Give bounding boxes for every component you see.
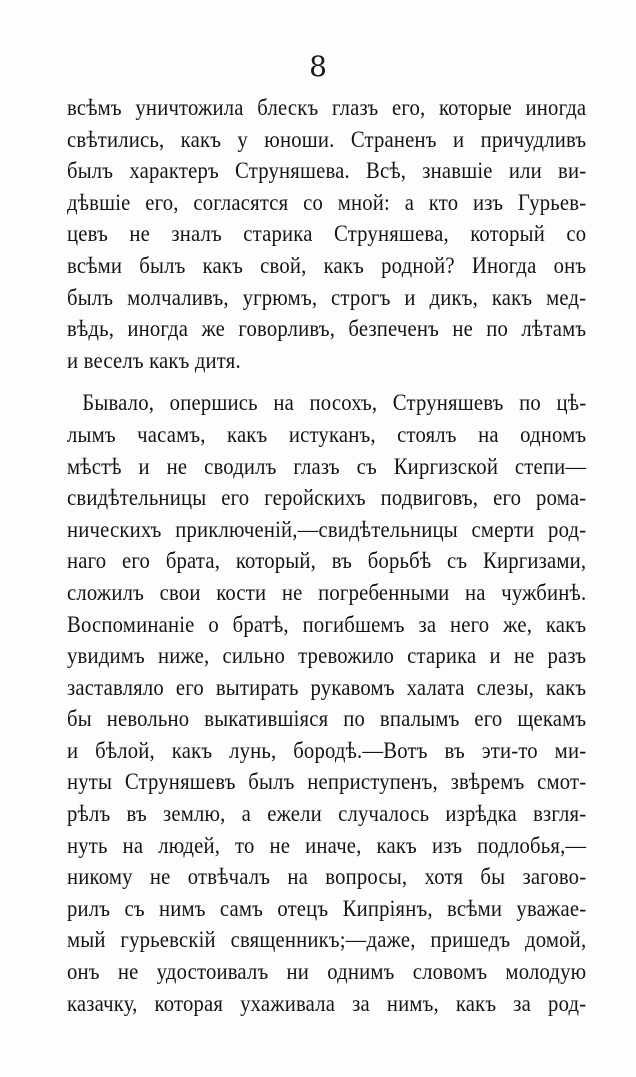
text-line: нуть на людей, то не иначе, какъ изъ подлобья,— (67, 832, 587, 858)
text-line: рилъ съ нимъ самъ отецъ Кипріянъ, всѣми уважае- (67, 895, 587, 921)
body-text (67, 92, 587, 1019)
text-line: дѣвшіе его, согласятся со мной: а кто изъ Гурьев- (67, 189, 587, 215)
text-line: сложилъ свои кости не погребенными на чужбинѣ. (67, 579, 587, 605)
text-line: мѣстѣ и не сводилъ глазъ съ Киргизской степи— (67, 453, 587, 479)
text-line: былъ характеръ Струняшева. Всѣ, знавшіе или ви- (67, 158, 587, 184)
paragraph-gap (67, 376, 587, 387)
text-line: онъ не удостоивалъ ни однимъ словомъ молодую (67, 959, 587, 985)
text-line: свидѣтельницы его геройскихъ подвиговъ, его рома- (67, 485, 587, 511)
text-line: цевъ не зналъ старика Струняшева, который со (67, 221, 587, 247)
text-line: Воспоминаніе о братѣ, погибшемъ за него же, какъ (67, 611, 587, 637)
paragraph-1 (67, 92, 587, 376)
text-line: и веселъ какъ дитя. (67, 347, 241, 373)
text-line: увидимъ ниже, сильно тревожило старика и не разъ (67, 643, 587, 669)
text-line: и бѣлой, какъ лунь, бородѣ.—Вотъ въ эти-то ми- (67, 737, 587, 763)
text-line: всѣми былъ какъ свой, какъ родной? Иногда онъ (67, 252, 587, 278)
text-line: никому не отвѣчалъ на вопросы, хотя бы загово- (67, 864, 587, 890)
text-line: лымъ часамъ, какъ истуканъ, стоялъ на одномъ (67, 421, 587, 447)
text-line: наго его брата, который, въ борьбѣ съ Киргизами, (67, 548, 587, 574)
paragraph-2 (67, 387, 587, 1019)
text-line: рѣлъ въ землю, а ежели случалось изрѣдка взгля- (67, 801, 587, 827)
text-line: былъ молчаливъ, угрюмъ, строгъ и дикъ, какъ мед- (67, 284, 587, 310)
text-line: бы невольно выкатившіяся по впалымъ его щекамъ (67, 706, 587, 732)
text-line: мый гурьевскій священникъ;—даже, пришедъ домой, (67, 927, 587, 953)
text-line: нуты Струняшевъ былъ неприступенъ, звѣремъ смот- (67, 769, 587, 795)
page-number: 8 (309, 50, 327, 83)
text-line: казачку, которая ухаживала за нимъ, какъ за род- (67, 990, 587, 1016)
text-line: всѣмъ уничтожила блескъ глазъ его, которые иногда (67, 95, 587, 120)
text-line: вѣдь, иногда же говорливъ, безпеченъ не по лѣтамъ (67, 316, 587, 342)
text-line: свѣтились, какъ у юноши. Страненъ и причудливъ (67, 126, 587, 152)
text-line: Бывало, опершись на посохъ, Струняшевъ по цѣ- (82, 390, 587, 416)
text-line: ническихъ приключеній,—свидѣтельницы смерти род- (67, 516, 587, 542)
text-line: заставляло его вытирать рукавомъ халата слезы, какъ (67, 674, 587, 700)
